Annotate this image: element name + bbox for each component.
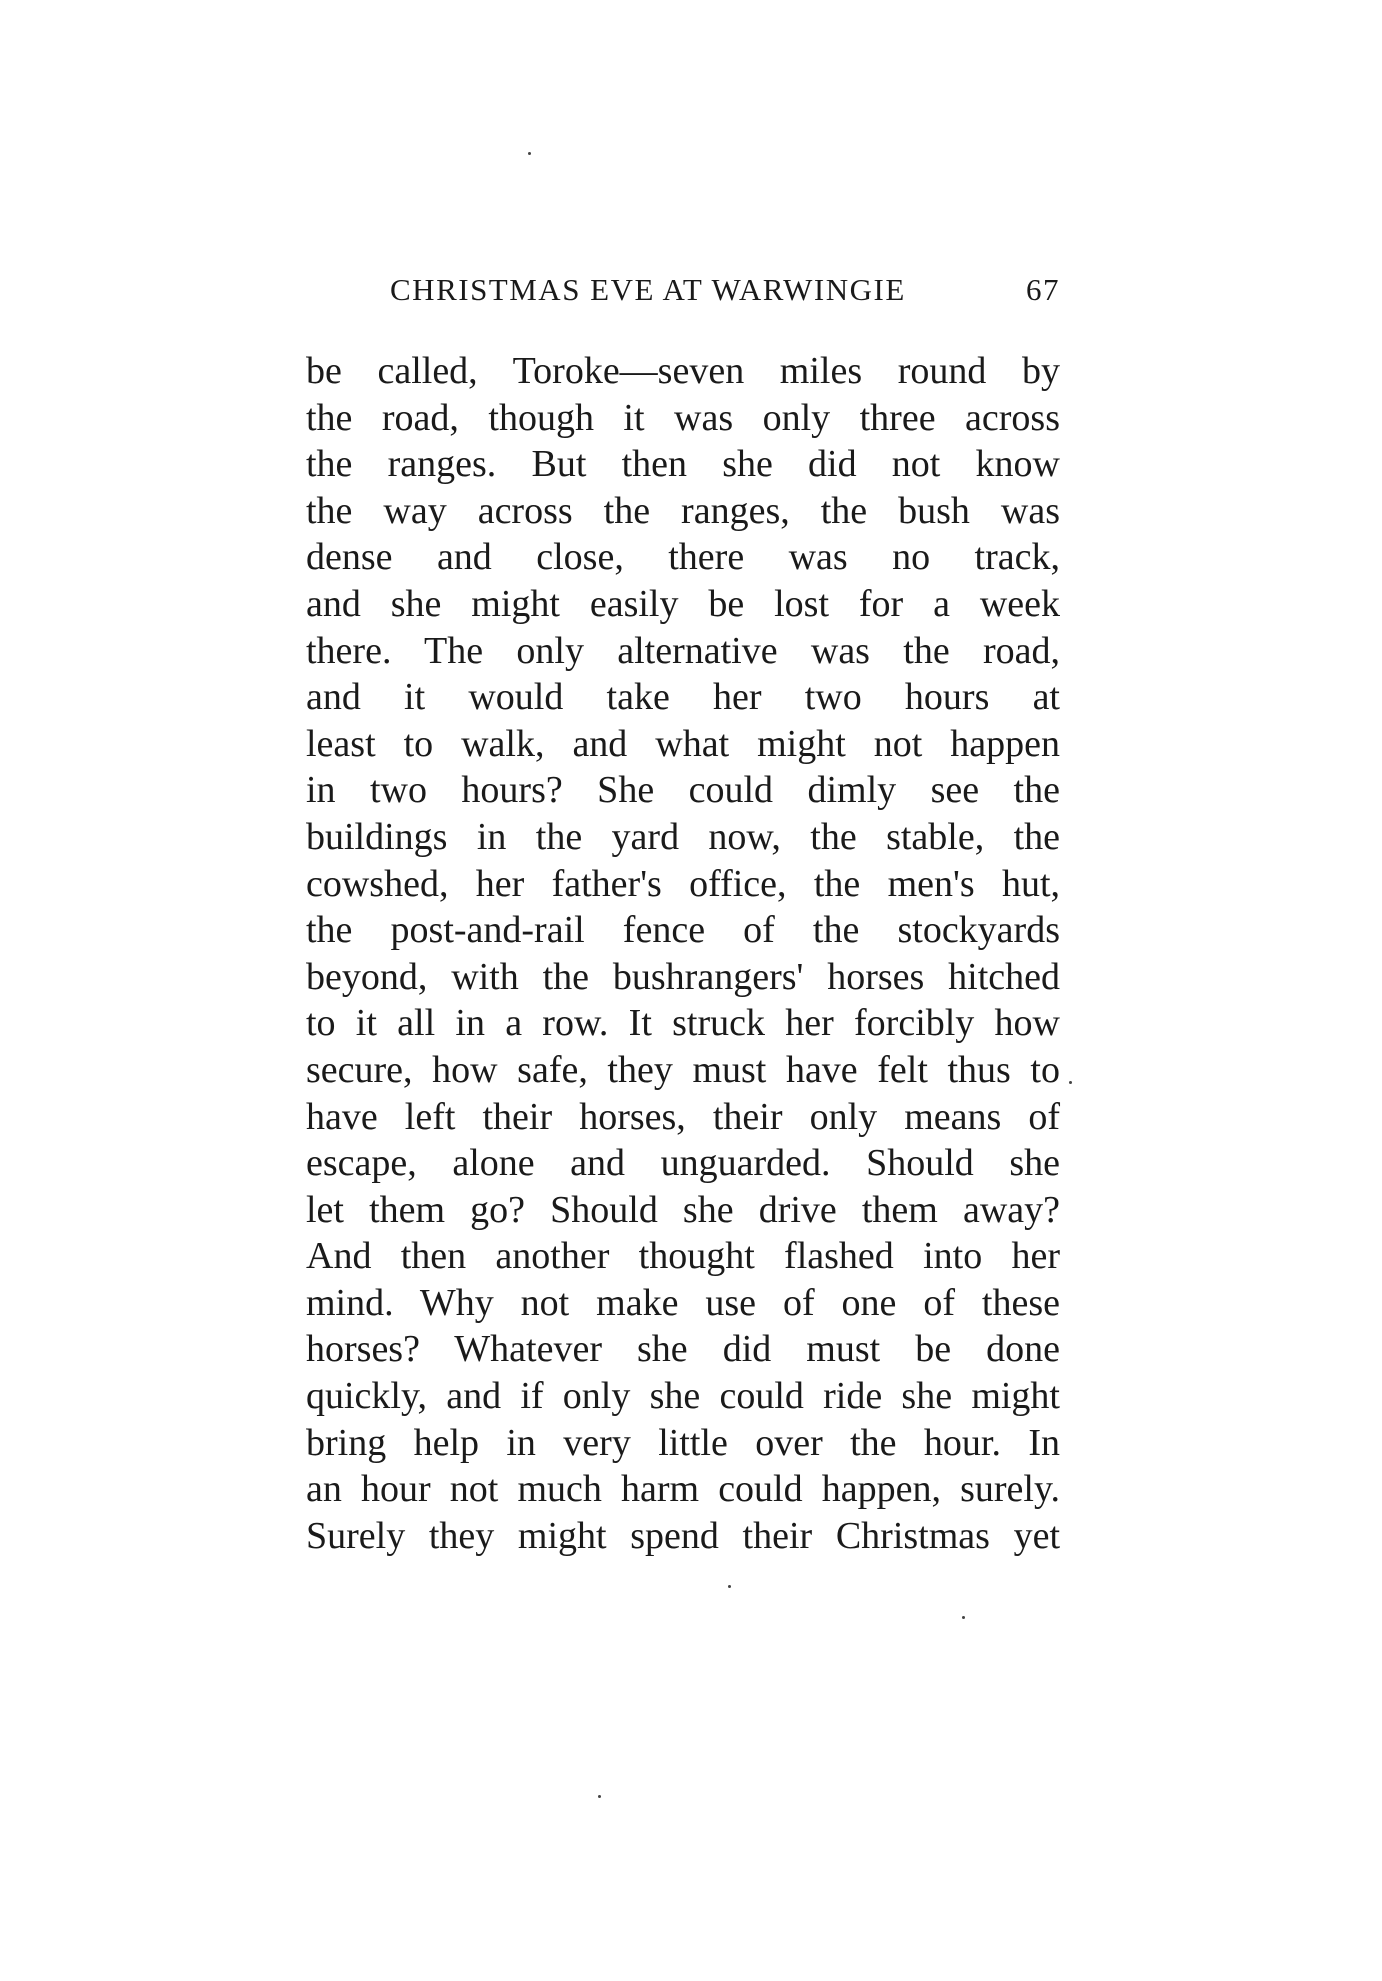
- text-line: the road, though it was only three across: [306, 396, 1060, 439]
- text-line: there. The only alternative was the road,: [306, 629, 1060, 672]
- running-title: CHRISTMAS EVE AT WARWINGIE: [390, 272, 906, 307]
- text-line: be called, Toroke—seven miles round by: [306, 350, 1060, 392]
- text-line: least to walk, and what might not happen: [306, 722, 1060, 765]
- text-line: cowshed, her father's office, the men's hut,: [306, 862, 1060, 905]
- text-line: horses? Whatever she did must be done: [306, 1328, 1060, 1371]
- text-line: Surely they might spend their Christmas yet: [306, 1514, 1060, 1557]
- text-line: quickly, and if only she could ride she might: [306, 1375, 1060, 1418]
- text-line: And then another thought flashed into her: [306, 1235, 1060, 1278]
- text-line: bring help in very little over the hour. In: [306, 1421, 1060, 1464]
- page-speck: [728, 1585, 731, 1588]
- running-head: [388, 272, 1060, 312]
- text-line: escape, alone and unguarded. Should she: [306, 1142, 1060, 1185]
- page-speck: [962, 1616, 965, 1619]
- page-speck: [1069, 1081, 1072, 1084]
- text-line: dense and close, there was no track,: [306, 536, 1060, 579]
- text-line: and it would take her two hours at: [306, 676, 1060, 719]
- text-line: in two hours? She could dimly see the: [306, 769, 1060, 812]
- text-line: buildings in the yard now, the stable, the: [306, 815, 1060, 858]
- page-number: 67: [1026, 272, 1060, 307]
- text-line: the post-and-rail fence of the stockyards: [306, 909, 1060, 952]
- text-line: beyond, with the bushrangers' horses hitched: [306, 955, 1060, 998]
- text-line: have left their horses, their only means of: [306, 1095, 1060, 1138]
- text-line: the ranges. But then she did not know: [306, 443, 1060, 486]
- text-line: an hour not much harm could happen, surely.: [306, 1468, 1060, 1511]
- text-line: to it all in a row. It struck her forcibly how: [306, 1002, 1060, 1045]
- text-line: secure, how safe, they must have felt thus to: [306, 1048, 1060, 1091]
- text-line: the way across the ranges, the bush was: [306, 489, 1060, 532]
- page-speck: [528, 152, 531, 155]
- body-text: [306, 348, 1060, 1559]
- page-speck: [598, 1795, 601, 1798]
- text-line: and she might easily be lost for a week: [306, 582, 1060, 625]
- text-line: mind. Why not make use of one of these: [306, 1281, 1060, 1324]
- text-line: let them go? Should she drive them away?: [306, 1188, 1060, 1231]
